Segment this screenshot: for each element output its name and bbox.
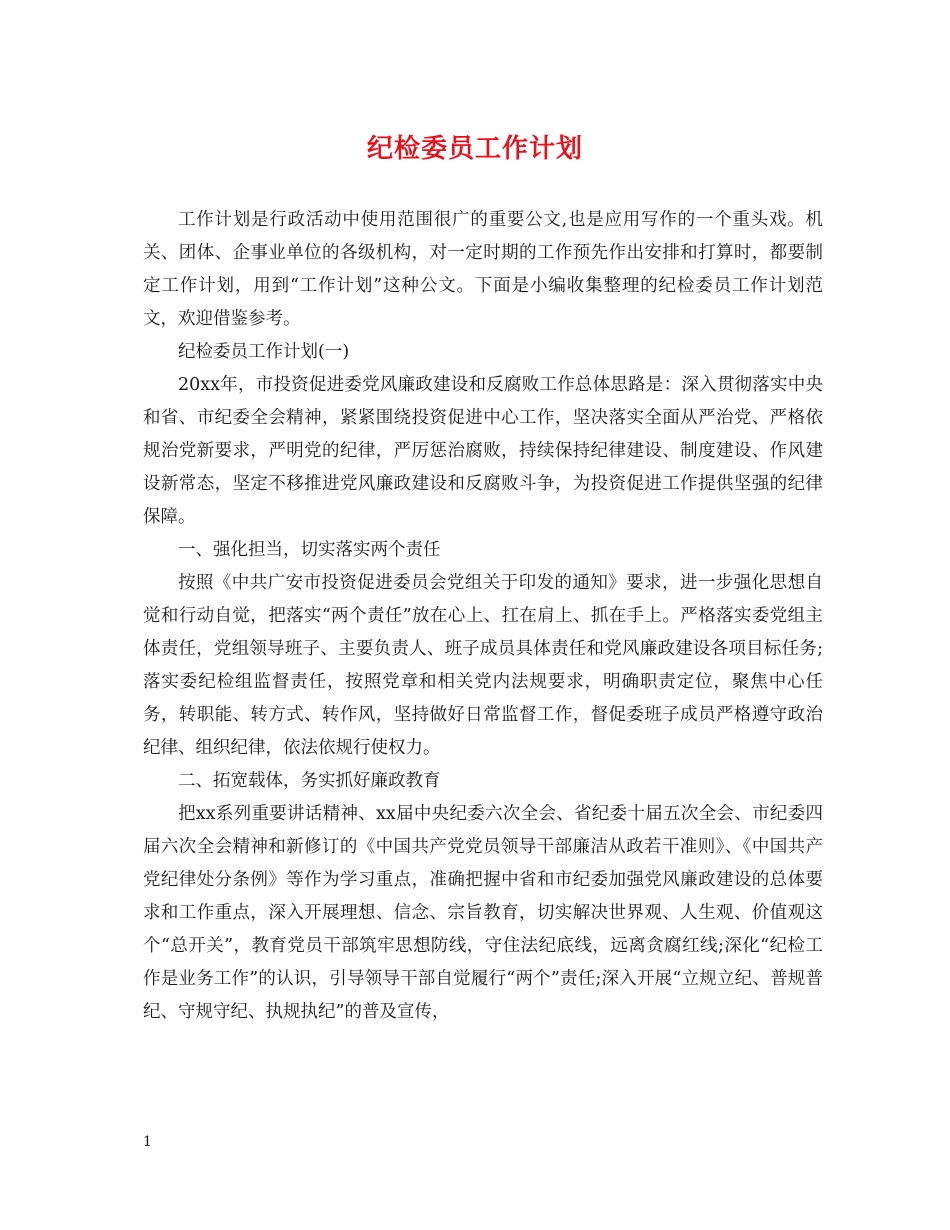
page-number: 1 [143,1134,152,1150]
paragraph-education: 把xx系列重要讲话精神、xx届中央纪委六次全会、省纪委十届五次全会、市纪委四届六次全会精神和新修订的《中国共产党党员领导干部廉洁从政若干准则》、《中国共产党纪律处分条例》等作为学习重点，准确把握中省和市纪委加强党风廉政建设的总体要求和工作重点，深入开展理想、信念、宗旨教育，切实解决世界观、人生观、价值观这个“总开关”，教育党员干部筑牢思想防线，守住法纪底线，远离贪腐红线;深化“纪检工作是业务工作”的认识，引导领导干部自觉履行“两个”责任;深入开展“立规立纪、普规普纪、守规守纪、执规执纪”的普及宣传， [143,804,823,1022]
document-title: 纪检委员工作计划 [366,134,583,164]
paragraph-overview: 20xx年，市投资促进委党风廉政建设和反腐败工作总体思路是：深入贯彻落实中央和省、市纪委全会精神，紧紧围绕投资促进中心工作，坚决落实全面从严治党、严格依规治党新要求，严明党的纪律，严厉惩治腐败，持续保持纪律建设、制度建设、作风建设新常态，坚定不移推进党风廉政建设和反腐败斗争，为投资促进工作提供坚强的纪律保障。 [143,375,823,527]
section-heading-one: 一、强化担当，切实落实两个责任 [178,540,441,560]
document-body [143,204,823,1029]
section-heading-two: 二、拓宽载体，务实抓好廉政教育 [178,771,441,791]
paragraph-intro: 工作计划是行政活动中使用范围很广的重要公文,也是应用写作的一个重头戏。机关、团体、企事业单位的各级机构，对一定时期的工作预先作出安排和打算时，都要制定工作计划，用到“工作计划”这种公文。下面是小编收集整理的纪检委员工作计划范文，欢迎借鉴参考。 [143,210,823,329]
paragraph-responsibility: 按照《中共广安市投资促进委员会党组关于印发的通知》要求，进一步强化思想自觉和行动自觉，把落实“两个责任”放在心上、扛在肩上、抓在手上。严格落实委党组主体责任，党组领导班子、主要负责人、班子成员具体责任和党风廉政建设各项目标任务;落实委纪检组监督责任，按照党章和相关党内法规要求，明确职责定位，聚焦中心任务，转职能、转方式、转作风，坚持做好日常监督工作，督促委班子成员严格遵守政治纪律、组织纪律，依法依规行使权力。 [143,573,823,758]
section-heading-plan-one: 纪检委员工作计划(一) [178,342,350,362]
